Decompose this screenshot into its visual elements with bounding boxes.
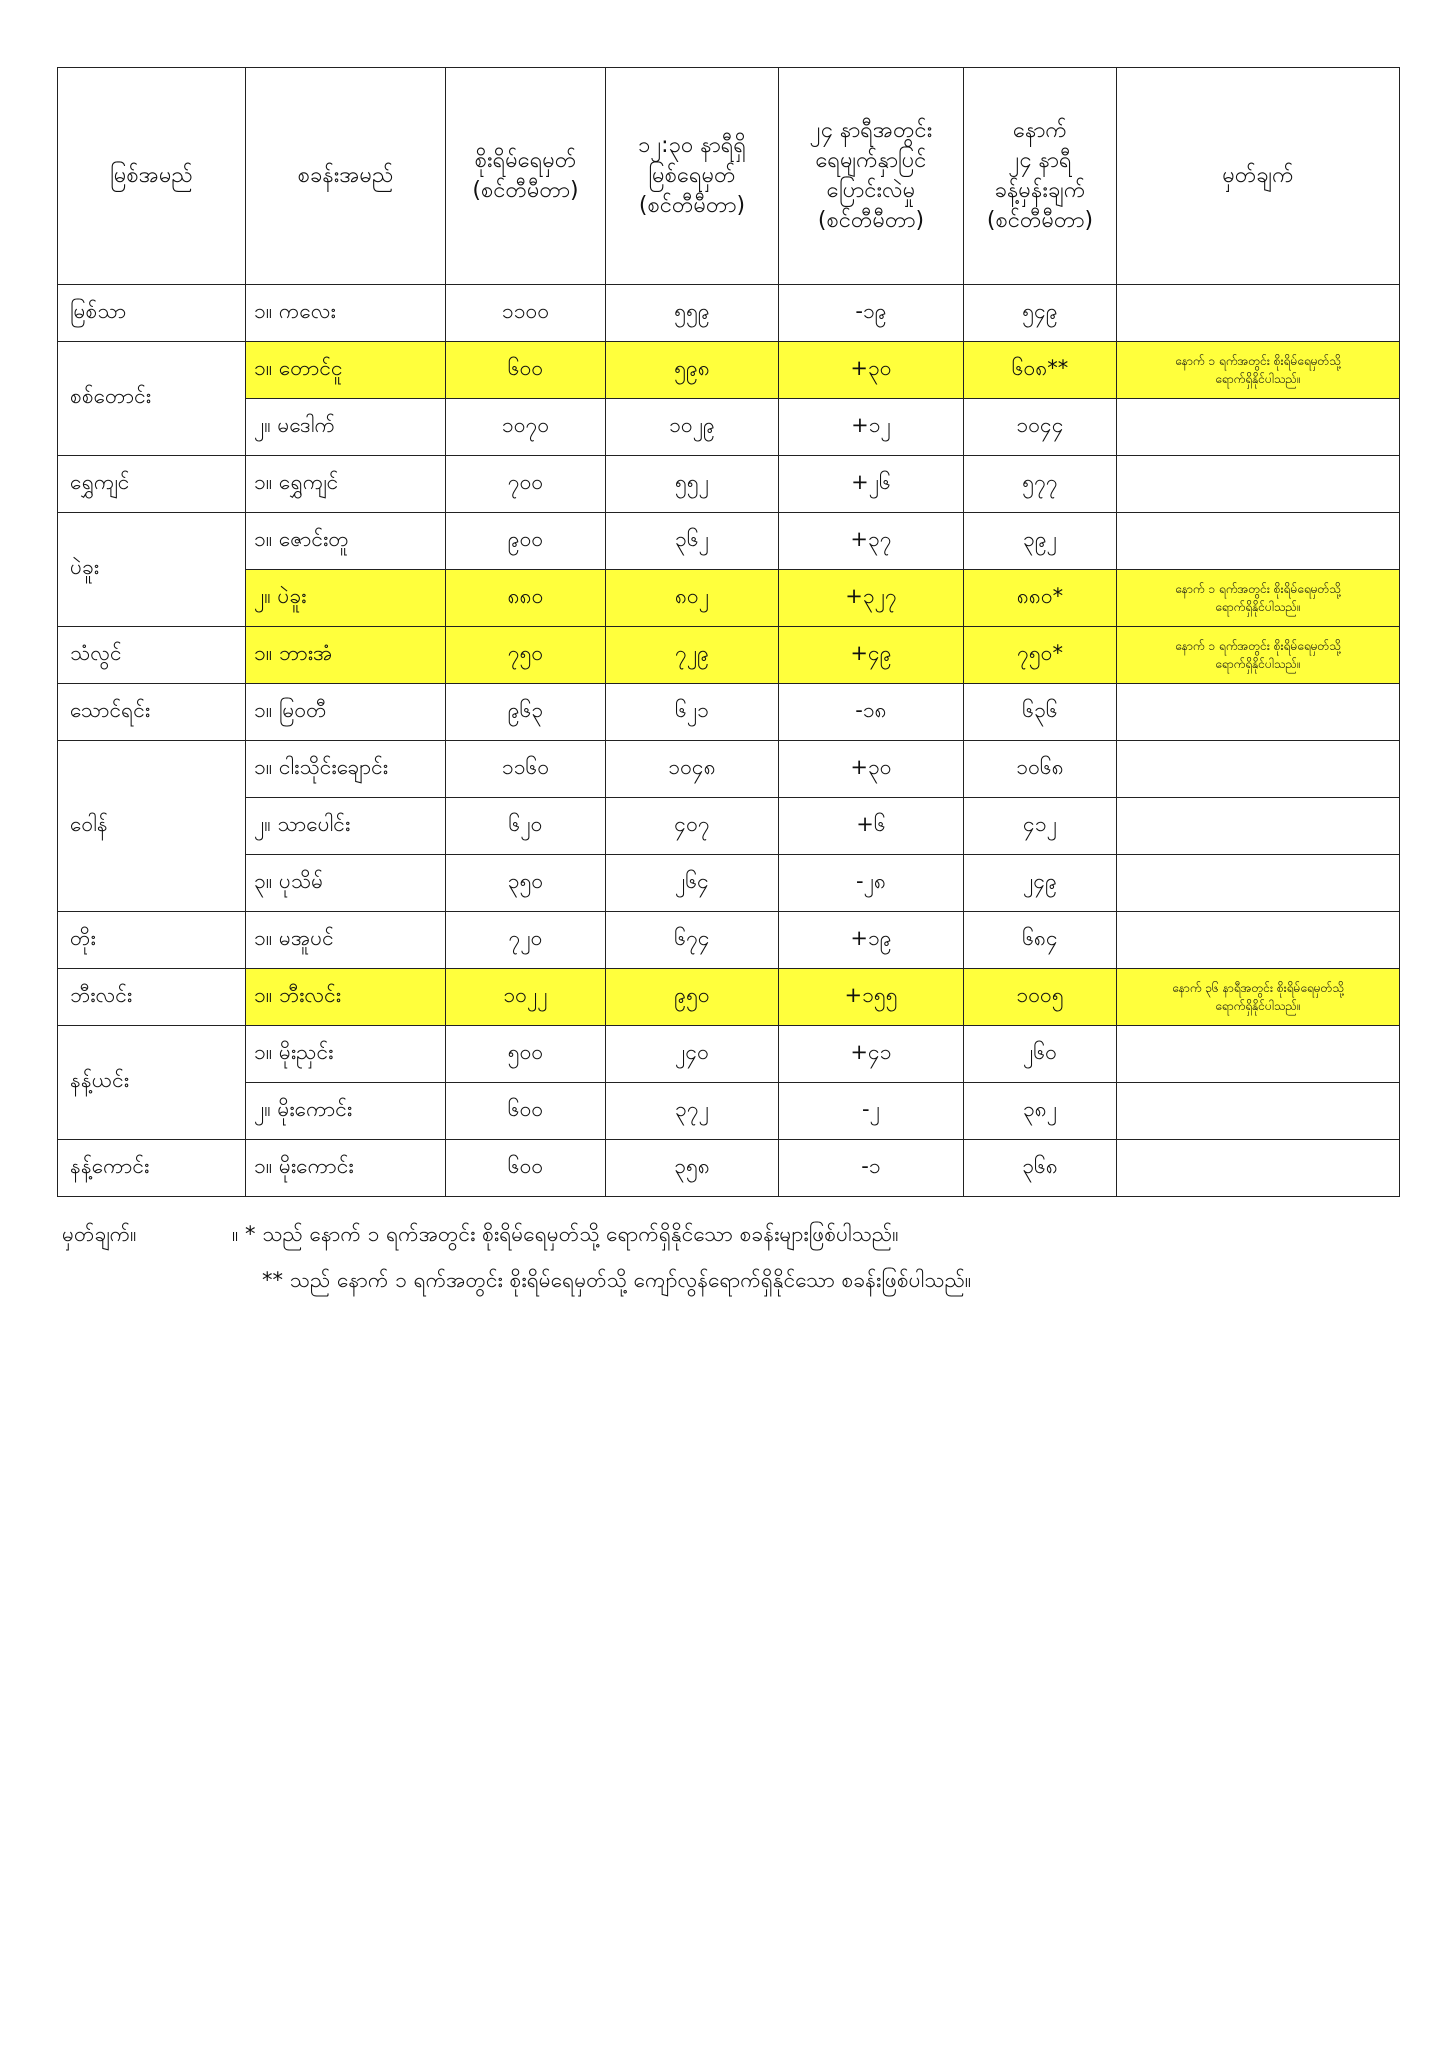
remark-line: ရောက်ရှိနိုင်ပါသည်။ bbox=[1215, 600, 1301, 614]
footnote-line-2: ** သည် နောက် ၁ ရက်အတွင်း စိုးရိမ်ရေမှတ်သို့ ကျော်လွန်ရောက်ရှိနိုင်သော စခန်းဖြစ်ပါသည်။ bbox=[262, 1268, 972, 1292]
header-current-level bbox=[606, 68, 779, 285]
cell-forecast: ၃၆၈ bbox=[964, 1140, 1117, 1197]
cell-danger-level: ၇၂၀ bbox=[446, 912, 606, 969]
cell-forecast: ၅၇၇ bbox=[964, 456, 1117, 513]
cell-station: ၁။ ဇောင်းတူ bbox=[246, 513, 446, 570]
cell-river: ဘီးလင်း bbox=[58, 969, 246, 1026]
cell-station: ၁။ ဘီးလင်း bbox=[246, 969, 446, 1026]
header-change-24h bbox=[779, 68, 964, 285]
cell-river: ရွှေကျင် bbox=[58, 456, 246, 513]
header-line: မြစ်ရေမှတ် bbox=[648, 163, 736, 188]
remark-line: ရောက်ရှိနိုင်ပါသည်။ bbox=[1215, 999, 1301, 1013]
cell-current-level: ၆၇၄ bbox=[606, 912, 779, 969]
cell-danger-level: ၁၀၇၀ bbox=[446, 399, 606, 456]
header-row bbox=[58, 68, 1400, 285]
header-danger-level bbox=[446, 68, 606, 285]
cell-river: ဝေါန် bbox=[58, 741, 246, 912]
cell-danger-level: ၁၀၂၂ bbox=[446, 969, 606, 1026]
footnotes bbox=[62, 1218, 1402, 1296]
table-body bbox=[58, 285, 1400, 1197]
cell-current-level: ၄၀၇ bbox=[606, 798, 779, 855]
table-row bbox=[58, 1083, 1400, 1140]
cell-remark bbox=[1117, 741, 1400, 798]
cell-change: +၁၉ bbox=[779, 912, 964, 969]
cell-change: +၄၉ bbox=[779, 627, 964, 684]
header-forecast-24h bbox=[964, 68, 1117, 285]
cell-river: နန့်ယင်း bbox=[58, 1026, 246, 1140]
header-line: မှတ်ချက် bbox=[1222, 163, 1294, 188]
cell-river: စစ်တောင်း bbox=[58, 342, 246, 456]
table-row bbox=[58, 399, 1400, 456]
header-line: (စင်တီမီတာ) bbox=[638, 193, 746, 218]
header-line: (စင်တီမီတာ) bbox=[986, 208, 1094, 233]
cell-station: ၁။ မိုးကောင်း bbox=[246, 1140, 446, 1197]
cell-forecast: ၈၈၀* bbox=[964, 570, 1117, 627]
cell-forecast: ၁၀၆၈ bbox=[964, 741, 1117, 798]
table-row bbox=[58, 627, 1400, 684]
header-station bbox=[246, 68, 446, 285]
cell-remark bbox=[1117, 1026, 1400, 1083]
table-row bbox=[58, 456, 1400, 513]
water-level-table bbox=[57, 67, 1400, 1197]
table-row bbox=[58, 285, 1400, 342]
cell-remark bbox=[1117, 627, 1400, 684]
cell-forecast: ၆၀၈** bbox=[964, 342, 1117, 399]
cell-change: +၃၀ bbox=[779, 342, 964, 399]
cell-station: ၁။ ကလေး bbox=[246, 285, 446, 342]
cell-river: နန့်ကောင်း bbox=[58, 1140, 246, 1197]
cell-forecast: ၃၈၂ bbox=[964, 1083, 1117, 1140]
cell-remark bbox=[1117, 456, 1400, 513]
table-row bbox=[58, 798, 1400, 855]
table-row bbox=[58, 570, 1400, 627]
table-row bbox=[58, 684, 1400, 741]
cell-current-level: ၆၂၁ bbox=[606, 684, 779, 741]
cell-danger-level: ၆၀၀ bbox=[446, 1140, 606, 1197]
header-line: စိုးရိမ်ရေမှတ် bbox=[474, 148, 577, 173]
header-line: နောက် bbox=[1013, 118, 1067, 143]
header-line: ၂၄ နာရီ bbox=[1008, 148, 1072, 173]
cell-forecast: ၆၈၄ bbox=[964, 912, 1117, 969]
header-river bbox=[58, 68, 246, 285]
cell-change: +၁၅၅ bbox=[779, 969, 964, 1026]
cell-station: ၁။ မိုးညှင်း bbox=[246, 1026, 446, 1083]
cell-change: -၂၈ bbox=[779, 855, 964, 912]
remark-line: နောက် ၁ ရက်အတွင်း စိုးရိမ်ရေမှတ်သို့ bbox=[1175, 354, 1341, 368]
cell-station: ၂။ မိုးကောင်း bbox=[246, 1083, 446, 1140]
cell-river: မြစ်သာ bbox=[58, 285, 246, 342]
cell-forecast: ၃၉၂ bbox=[964, 513, 1117, 570]
cell-change: +၁၂ bbox=[779, 399, 964, 456]
cell-change: +၃၂၇ bbox=[779, 570, 964, 627]
remark-line: နောက် ၃၆ နာရီအတွင်း စိုးရိမ်ရေမှတ်သို့ bbox=[1172, 981, 1344, 995]
cell-current-level: ၉၅၀ bbox=[606, 969, 779, 1026]
remark-line: နောက် ၁ ရက်အတွင်း စိုးရိမ်ရေမှတ်သို့ bbox=[1175, 582, 1341, 596]
cell-remark bbox=[1117, 798, 1400, 855]
table-row bbox=[58, 1140, 1400, 1197]
cell-forecast: ၄၁၂ bbox=[964, 798, 1117, 855]
header-line: စခန်းအမည် bbox=[297, 163, 394, 188]
cell-river: သံလွင် bbox=[58, 627, 246, 684]
cell-remark bbox=[1117, 1083, 1400, 1140]
cell-danger-level: ၈၈၀ bbox=[446, 570, 606, 627]
cell-river: တိုး bbox=[58, 912, 246, 969]
cell-change: +၃၇ bbox=[779, 513, 964, 570]
cell-current-level: ၇၂၉ bbox=[606, 627, 779, 684]
cell-danger-level: ၉၀၀ bbox=[446, 513, 606, 570]
cell-river: သောင်ရင်း bbox=[58, 684, 246, 741]
cell-remark bbox=[1117, 342, 1400, 399]
cell-change: -၁ bbox=[779, 1140, 964, 1197]
cell-forecast: ၅၄၉ bbox=[964, 285, 1117, 342]
cell-remark bbox=[1117, 285, 1400, 342]
header-line: ၂၄ နာရီအတွင်း bbox=[809, 118, 933, 143]
cell-danger-level: ၁၁၆၀ bbox=[446, 741, 606, 798]
header-line: ရေမျက်နှာပြင် bbox=[815, 148, 927, 173]
cell-forecast: ၇၅၀* bbox=[964, 627, 1117, 684]
cell-remark bbox=[1117, 513, 1400, 570]
footnote-1 bbox=[62, 1218, 1402, 1250]
table-row bbox=[58, 741, 1400, 798]
cell-current-level: ၂၆၄ bbox=[606, 855, 779, 912]
cell-change: +၆ bbox=[779, 798, 964, 855]
cell-station: ၂။ သာပေါင်း bbox=[246, 798, 446, 855]
cell-remark bbox=[1117, 855, 1400, 912]
header-line: ပြောင်းလဲမှု bbox=[826, 178, 916, 203]
cell-remark bbox=[1117, 1140, 1400, 1197]
table-row bbox=[58, 855, 1400, 912]
cell-station: ၂။ ပဲခူး bbox=[246, 570, 446, 627]
cell-current-level: ၃၅၈ bbox=[606, 1140, 779, 1197]
cell-forecast: ၂၄၉ bbox=[964, 855, 1117, 912]
header-line: (စင်တီမီတာ) bbox=[472, 178, 579, 203]
cell-forecast: ၂၆၀ bbox=[964, 1026, 1117, 1083]
cell-station: ၁။ မြဝတီ bbox=[246, 684, 446, 741]
cell-change: -၁၉ bbox=[779, 285, 964, 342]
cell-current-level: ၅၉၈ bbox=[606, 342, 779, 399]
cell-river: ပဲခူး bbox=[58, 513, 246, 627]
cell-change: +၄၁ bbox=[779, 1026, 964, 1083]
cell-current-level: ၁၀၂၉ bbox=[606, 399, 779, 456]
cell-remark bbox=[1117, 570, 1400, 627]
header-line: (စင်တီမီတာ) bbox=[817, 208, 925, 233]
table-row bbox=[58, 342, 1400, 399]
cell-current-level: ၅၅၂ bbox=[606, 456, 779, 513]
cell-station: ၃။ ပုသိမ် bbox=[246, 855, 446, 912]
remark-line: ရောက်ရှိနိုင်ပါသည်။ bbox=[1215, 372, 1301, 386]
cell-change: +၂၆ bbox=[779, 456, 964, 513]
table-row bbox=[58, 912, 1400, 969]
cell-current-level: ၅၅၉ bbox=[606, 285, 779, 342]
table-row bbox=[58, 513, 1400, 570]
header-remark bbox=[1117, 68, 1400, 285]
cell-station: ၁။ မအူပင် bbox=[246, 912, 446, 969]
cell-station: ၂။ မဒေါက် bbox=[246, 399, 446, 456]
cell-remark bbox=[1117, 969, 1400, 1026]
cell-danger-level: ၆၀၀ bbox=[446, 342, 606, 399]
header-line: မြစ်အမည် bbox=[110, 163, 193, 188]
cell-current-level: ၂၄၀ bbox=[606, 1026, 779, 1083]
cell-forecast: ၁၀၄၄ bbox=[964, 399, 1117, 456]
cell-danger-level: ၇၅၀ bbox=[446, 627, 606, 684]
cell-forecast: ၆၃၆ bbox=[964, 684, 1117, 741]
cell-station: ၁။ ရွှေကျင် bbox=[246, 456, 446, 513]
cell-station: ၁။ ဘားအံ bbox=[246, 627, 446, 684]
cell-current-level: ၃၆၂ bbox=[606, 513, 779, 570]
cell-danger-level: ၉၆၃ bbox=[446, 684, 606, 741]
cell-danger-level: ၇၀၀ bbox=[446, 456, 606, 513]
cell-remark bbox=[1117, 684, 1400, 741]
table-row bbox=[58, 1026, 1400, 1083]
cell-remark bbox=[1117, 912, 1400, 969]
footnote-line-1: ။ * သည် နောက် ၁ ရက်အတွင်း စိုးရိမ်ရေမှတ်သို့ ရောက်ရှိနိုင်သော စခန်းများဖြစ်ပါသည်။ bbox=[232, 1222, 899, 1246]
cell-remark bbox=[1117, 399, 1400, 456]
cell-danger-level: ၅၀၀ bbox=[446, 1026, 606, 1083]
cell-danger-level: ၃၅၀ bbox=[446, 855, 606, 912]
water-level-report bbox=[57, 67, 1399, 1197]
cell-danger-level: ၆၂၀ bbox=[446, 798, 606, 855]
footnote-label: မှတ်ချက်။ bbox=[62, 1222, 137, 1246]
remark-line: နောက် ၁ ရက်အတွင်း စိုးရိမ်ရေမှတ်သို့ bbox=[1175, 639, 1341, 653]
cell-station: ၁။ ငါးသိုင်းချောင်း bbox=[246, 741, 446, 798]
cell-change: -၂ bbox=[779, 1083, 964, 1140]
cell-current-level: ၃၇၂ bbox=[606, 1083, 779, 1140]
header-line: ခန့်မှန်းချက် bbox=[994, 178, 1086, 203]
cell-change: +၃၀ bbox=[779, 741, 964, 798]
cell-change: -၁၈ bbox=[779, 684, 964, 741]
cell-forecast: ၁၀၀၅ bbox=[964, 969, 1117, 1026]
cell-current-level: ၈၀၂ bbox=[606, 570, 779, 627]
cell-current-level: ၁၀၄၈ bbox=[606, 741, 779, 798]
cell-danger-level: ၁၁၀၀ bbox=[446, 285, 606, 342]
remark-line: ရောက်ရှိနိုင်ပါသည်။ bbox=[1215, 657, 1301, 671]
table-row bbox=[58, 969, 1400, 1026]
cell-danger-level: ၆၀၀ bbox=[446, 1083, 606, 1140]
header-line: ၁၂:၃၀ နာရီရှိ bbox=[637, 133, 747, 158]
cell-station: ၁။ တောင်ငူ bbox=[246, 342, 446, 399]
